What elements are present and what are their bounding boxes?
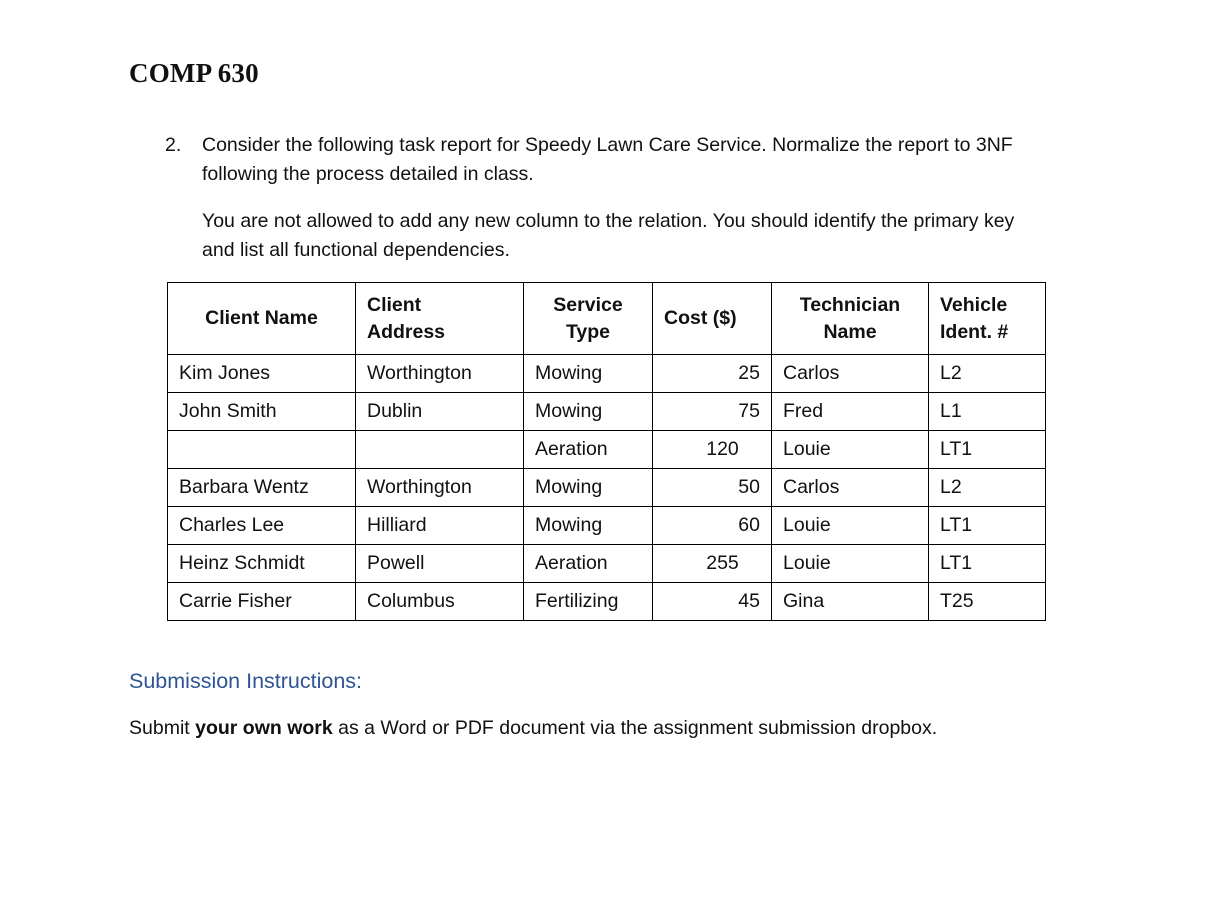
cell-client-name: John Smith (168, 393, 356, 431)
table-row (168, 355, 1046, 393)
header-technician-line-2: Name (823, 320, 877, 343)
cell-technician: Louie (772, 507, 929, 545)
cell-service: Aeration (524, 431, 653, 469)
cell-cost: 255 (653, 545, 772, 583)
cell-address: Columbus (356, 583, 524, 621)
submission-text-after: as a Word or PDF document via the assignment submission dropbox. (332, 717, 938, 739)
header-vehicle-ident (929, 283, 1046, 355)
submission-text (129, 717, 937, 740)
cell-client-name (168, 431, 356, 469)
cell-address (356, 431, 524, 469)
cell-service: Mowing (524, 469, 653, 507)
table-row (168, 545, 1046, 583)
cell-cost: 60 (653, 507, 772, 545)
header-client-address (356, 283, 524, 355)
table-row (168, 469, 1046, 507)
cell-service: Fertilizing (524, 583, 653, 621)
header-vehicle-line-1: Vehicle (940, 293, 1008, 316)
question-paragraph-1-line-1: Consider the following task report for Speedy Lawn Care Service. Normalize the report to 3NF (202, 134, 1013, 156)
cell-client-name: Charles Lee (168, 507, 356, 545)
cell-address: Dublin (356, 393, 524, 431)
header-client-name: Client Name (168, 283, 356, 355)
cell-client-name: Barbara Wentz (168, 469, 356, 507)
cell-client-name: Kim Jones (168, 355, 356, 393)
header-client-address-line-1: Client (367, 293, 422, 316)
cell-technician: Carlos (772, 355, 929, 393)
cell-technician: Gina (772, 583, 929, 621)
question-2 (165, 131, 1085, 265)
submission-text-before: Submit (129, 717, 196, 739)
header-cost: Cost ($) (653, 283, 772, 355)
table-row (168, 507, 1046, 545)
header-technician-name (772, 283, 929, 355)
cell-technician: Louie (772, 545, 929, 583)
table-row (168, 583, 1046, 621)
question-paragraph-2-line-2: and list all functional dependencies. (202, 239, 510, 261)
cell-client-name: Heinz Schmidt (168, 545, 356, 583)
question-paragraph-1-line-2: following the process detailed in class. (202, 163, 534, 185)
cell-address: Hilliard (356, 507, 524, 545)
cell-vehicle: LT1 (929, 431, 1046, 469)
cell-vehicle: L2 (929, 355, 1046, 393)
submission-heading: Submission Instructions: (129, 669, 363, 693)
cell-cost: 50 (653, 469, 772, 507)
header-service-type-line-2: Type (565, 320, 611, 343)
cell-cost: 120 (653, 431, 772, 469)
cell-address: Powell (356, 545, 524, 583)
course-title: COMP 630 (129, 58, 259, 88)
task-report-table (167, 282, 1046, 621)
cell-cost: 45 (653, 583, 772, 621)
cell-service: Mowing (524, 355, 653, 393)
header-service-type-line-1: Service (553, 293, 623, 316)
cell-cost: 75 (653, 393, 772, 431)
cell-technician: Carlos (772, 469, 929, 507)
cell-service: Mowing (524, 393, 653, 431)
submission-text-bold: your own work (195, 717, 333, 739)
header-vehicle-line-2: Ident. # (940, 320, 1009, 343)
cell-technician: Fred (772, 393, 929, 431)
table-row (168, 431, 1046, 469)
cell-address: Worthington (356, 355, 524, 393)
cell-client-name: Carrie Fisher (168, 583, 356, 621)
cell-vehicle: L2 (929, 469, 1046, 507)
table-row (168, 393, 1046, 431)
question-number: 2. (165, 134, 182, 156)
header-technician-line-1: Technician (799, 293, 901, 316)
header-client-address-line-2: Address (367, 320, 446, 343)
cell-cost: 25 (653, 355, 772, 393)
header-service-type (524, 283, 653, 355)
cell-vehicle: LT1 (929, 545, 1046, 583)
cell-technician: Louie (772, 431, 929, 469)
cell-service: Mowing (524, 507, 653, 545)
table-header-row (168, 283, 1046, 355)
cell-vehicle: T25 (929, 583, 1046, 621)
cell-vehicle: L1 (929, 393, 1046, 431)
question-paragraph-1 (202, 131, 1085, 189)
cell-service: Aeration (524, 545, 653, 583)
question-paragraph-2 (202, 207, 1085, 265)
cell-address: Worthington (356, 469, 524, 507)
cell-vehicle: LT1 (929, 507, 1046, 545)
question-paragraph-2-line-1: You are not allowed to add any new column to the relation. You should identify the primary key (202, 210, 1015, 232)
